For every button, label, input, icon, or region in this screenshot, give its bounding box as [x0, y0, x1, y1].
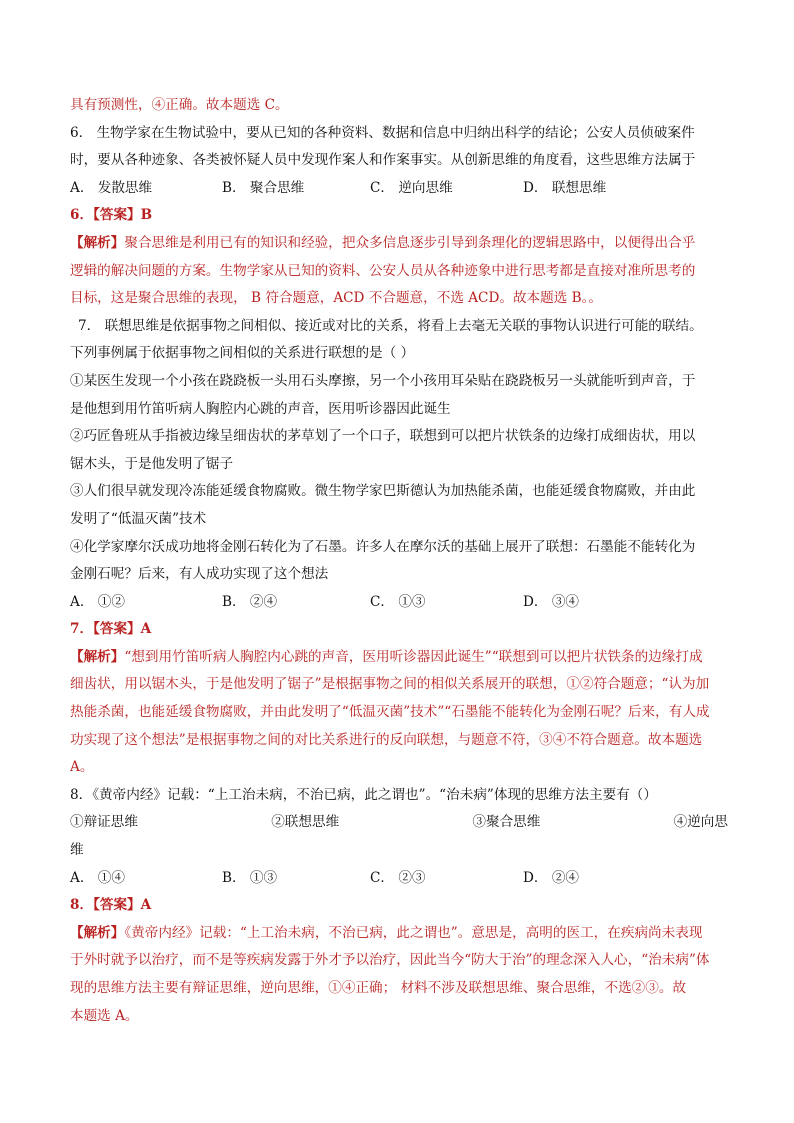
q7-explanation-text-1: “想到用竹笛听病人胸腔内心跳的声音，医用听诊器因此诞生”“联想到可以把片状铁条的边缘打成	[124, 648, 703, 665]
q7-item-2-line-1: ②巧匠鲁班从手指被边缘呈细齿状的茅草划了一个口子，联想到可以把片状铁条的边缘打成细齿状，用以	[70, 428, 696, 445]
q7-item-4-line-2: 金刚石呢？后来，有人成功实现了这个想法	[70, 566, 329, 583]
q6-stem-line-2: 时，要从各种迹象、各类被怀疑人员中发现作案人和作案事实。从创新思维的角度看，这些思维方法属于	[70, 152, 696, 169]
q6-explanation-line-2: 逻辑的解决问题的方案。生物学家从已知的资料、公安人员从各种迹象中进行思考都是直接对准所思考的	[70, 262, 696, 279]
q7-explanation-text-4a: 功实现了这个想法”是根据事物之间的对比关系进行的反向联想，与题意不符，	[70, 731, 540, 748]
q8-explanation-line-2: 于外时就予以治疗，而不是等疾病发露于外才予以治疗，因此当今“防大于治”的理念深入人心，“治未病”体	[70, 952, 710, 969]
q7-option-b: B． ②④	[222, 593, 278, 610]
q7-explanation-text-4c: 故本题选	[647, 731, 703, 748]
q7-item-3-line-1: ③人们很早就发现冷冻能延缓食物腐败。微生物学家巴斯德认为加热能杀菌，也能延缓食物腐败，并由此	[70, 483, 696, 500]
q6-explanation-line-3: 目标，这是聚合思维的表现， B 符合题意，ACD 不合题意，不选 ACD。故本题选 B。。	[70, 290, 603, 307]
q7-explanation-text-4b: ③④不符合题意。	[539, 731, 648, 748]
q7-stem-line-2: 下列事例属于依据事物之间相似的关系进行联想的是（ ）	[70, 345, 415, 362]
q8-explanation-line-3: 现的思维方法主要有辩证思维，逆向思维，①④正确； 材料不涉及联想思维、聚合思维，不选②③。故	[70, 980, 687, 996]
q8-option-c: C． ②③	[370, 869, 426, 886]
q8-items	[70, 809, 728, 837]
q8-answer-value: A	[140, 897, 152, 914]
q6-explanation-line-1	[70, 230, 728, 258]
q8-explanation-label: 【解析】	[70, 924, 125, 941]
q7-answer-label: 7．【答案】	[70, 621, 141, 638]
q8-answer	[70, 892, 728, 920]
q7-item-4-line-1: ④化学家摩尔沃成功地将金刚石转化为了石墨。许多人在摩尔沃的基础上展开了联想：石墨能不能转化为	[70, 538, 696, 555]
q8-option-a: A． ①④	[70, 869, 125, 886]
carry-over-line	[70, 92, 728, 120]
q6-answer	[70, 202, 728, 230]
q8-stem-line-1: 8．《黄帝内经》记载：“上工治未病，不治已病，此之谓也”。“治未病”体现的思维方法主要有（）	[70, 786, 657, 803]
q8-items-tail: 维	[70, 842, 84, 859]
q8-explanation-line-4: 本题选 A。	[70, 1007, 139, 1024]
q7-answer	[70, 616, 728, 644]
q8-answer-label: 8．【答案】	[70, 897, 141, 914]
q6-option-d: D． 联想思维	[523, 179, 607, 196]
q7-item-3-line-2: 发明了“低温灭菌”技术	[70, 510, 207, 527]
q8-option-d: D． ②④	[523, 869, 580, 886]
q7-explanation-label: 【解析】	[70, 648, 125, 665]
q8-explanation-line-1	[70, 920, 728, 948]
q7-explanation-line-4	[70, 727, 728, 755]
q7-stem-line-1: 7． 联想思维是依据事物之间相似、接近或对比的关系，将看上去毫无关联的事物认识进行可能的联结。	[78, 317, 703, 334]
q7-explanation-line-5: A。	[70, 759, 94, 776]
q8-item-3: ③聚合思维	[472, 814, 541, 831]
q7-item-1-line-2: 是他想到用竹笛听病人胸腔内心跳的声音，医用听诊器因此诞生	[70, 400, 451, 417]
q7-item-1-line-1: ①某医生发现一个小孩在跷跷板一头用石头摩擦，另一个小孩用耳朵贴在跷跷板另一头就能听到声音，于	[70, 372, 696, 389]
q8-item-1: ①辩证思维	[70, 814, 138, 831]
q6-explanation-label: 【解析】	[70, 234, 125, 251]
q7-explanation-line-1	[70, 644, 728, 672]
q8-item-2: ②联想思维	[271, 814, 340, 831]
q8-explanation-text-1: 《黄帝内经》记载：“上工治未病，不治已病，此之谓也”。意思是，高明的医工，在疾病尚未表现	[124, 924, 703, 941]
q6-stem-line-1: 6． 生物学家在生物试验中，要从已知的各种资料、数据和信息中归纳出科学的结论；公安人员侦破案件	[70, 124, 695, 141]
carry-text-a: 具有预测性，	[70, 97, 152, 113]
q8-item-4: ④逆向思	[673, 814, 728, 831]
q7-option-d: D． ③④	[523, 593, 580, 610]
q6-options	[70, 175, 728, 203]
q7-option-c: C． ①③	[370, 593, 426, 610]
q8-options	[70, 865, 728, 893]
q8-option-b: B． ①③	[222, 869, 278, 886]
q7-option-a: A． ①②	[70, 593, 125, 610]
carry-text-b: ④正确。故本题选 C。	[151, 97, 289, 113]
q7-explanation-line-3: 热能杀菌，也能延缓食物腐败，并由此发明了“低温灭菌”技术”“石墨能不能转化为金刚石呢？后来，有人成	[70, 704, 710, 721]
q6-option-c: C． 逆向思维	[370, 179, 453, 196]
q7-item-2-line-2: 锯木头，于是他发明了锯子	[70, 455, 234, 472]
q7-explanation-line-2: 细齿状，用以锯木头，于是他发明了锯子”是根据事物之间的相似关系展开的联想，①②符合题意；“认为加	[70, 676, 710, 693]
q6-option-a: A． 发散思维	[70, 179, 153, 196]
q6-answer-value: B	[140, 207, 153, 224]
q6-answer-label: 6．【答案】	[70, 207, 141, 224]
q6-option-b: B． 聚合思维	[222, 179, 305, 196]
q7-options	[70, 589, 728, 617]
q6-explanation-text-1: 聚合思维是利用已有的知识和经验，把众多信息逐步引导到条理化的逻辑思路中，以便得出合乎	[124, 234, 696, 251]
document-page	[70, 92, 728, 1030]
q7-answer-value: A	[140, 621, 152, 638]
